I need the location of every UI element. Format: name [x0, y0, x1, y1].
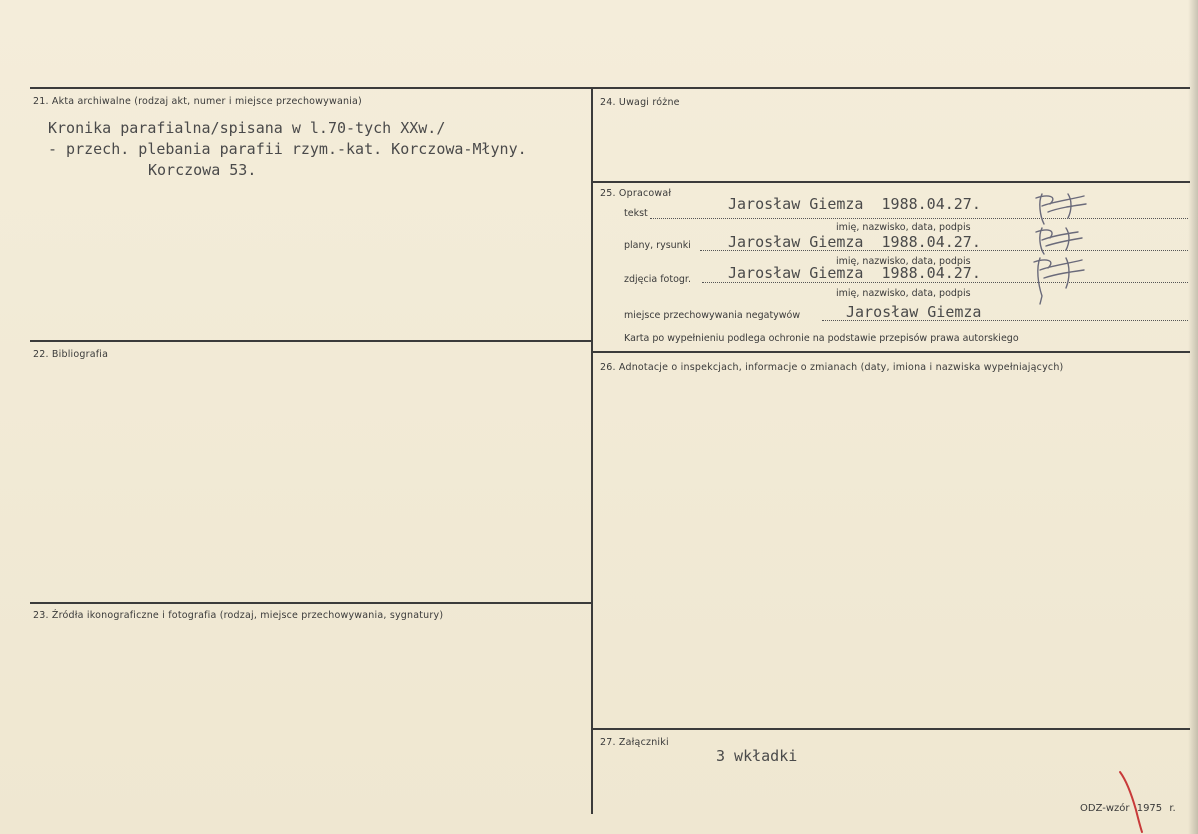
rule-21-22 [30, 340, 591, 342]
section-21-line-3: Korczowa 53. [148, 161, 257, 179]
card-edge-shadow [1188, 0, 1198, 834]
footer-year: 1975 [1136, 803, 1163, 814]
section-22-label: 22. Bibliografia [33, 349, 109, 360]
section-21-line-2: - przech. plebania parafii rzym.-kat. Korczowa-Młyny. [48, 140, 527, 158]
rule-25-26 [593, 351, 1190, 353]
section-23-label: 23. Źródła ikonograficzne i fotografia (rodzaj, miejsce przechowywania, sygnatury) [33, 610, 444, 621]
red-pencil-mark [1114, 770, 1150, 834]
section-24-label: 24. Uwagi różne [600, 97, 680, 108]
section-21-line-1: Kronika parafialna/spisana w l.70-tych XXw./ [48, 119, 446, 137]
row-photos-caption: imię, nazwisko, data, podpis [836, 288, 971, 299]
rule-26-27 [593, 728, 1190, 730]
signature-3 [1026, 250, 1088, 308]
row-text-caption: imię, nazwisko, data, podpis [836, 222, 971, 233]
row-plans-label: plany, rysunki [624, 240, 691, 251]
row-photos-label: zdjęcia fotogr. [624, 274, 691, 285]
section-27-value: 3 wkładki [716, 747, 798, 765]
section-25-label: 25. Opracował [600, 188, 672, 199]
rule-24-25 [593, 181, 1190, 183]
row-text-label: tekst [624, 208, 648, 219]
footer-form: ODZ-wzór [1080, 803, 1130, 814]
row-text-dotline [650, 218, 1188, 219]
top-rule [30, 87, 1190, 89]
section-21-content [48, 118, 527, 181]
form-footer [1080, 803, 1176, 814]
footer-suffix: r. [1169, 803, 1176, 814]
rule-22-23 [30, 602, 591, 604]
negatives-value: Jarosław Giemza [846, 303, 982, 321]
section-27-label: 27. Załączniki [600, 737, 669, 748]
section-21-label: 21. Akta archiwalne (rodzaj akt, numer i miejsce przechowywania) [33, 96, 362, 107]
section-26-label: 26. Adnotacje o inspekcjach, informacje o zmianach (daty, imiona i nazwiska wypełniających) [600, 362, 1064, 373]
row-plans-caption: imię, nazwisko, data, podpis [836, 256, 971, 267]
copyright-note: Karta po wypełnieniu podlega ochronie na podstawie przepisów prawa autorskiego [624, 333, 1019, 344]
column-divider [591, 87, 593, 814]
row-plans-value: Jarosław Giemza 1988.04.27. [728, 233, 981, 251]
negatives-label: miejsce przechowywania negatywów [624, 310, 801, 321]
row-photos-value: Jarosław Giemza 1988.04.27. [728, 264, 981, 282]
row-photos-dotline [702, 282, 1188, 283]
row-text-value: Jarosław Giemza 1988.04.27. [728, 195, 981, 213]
